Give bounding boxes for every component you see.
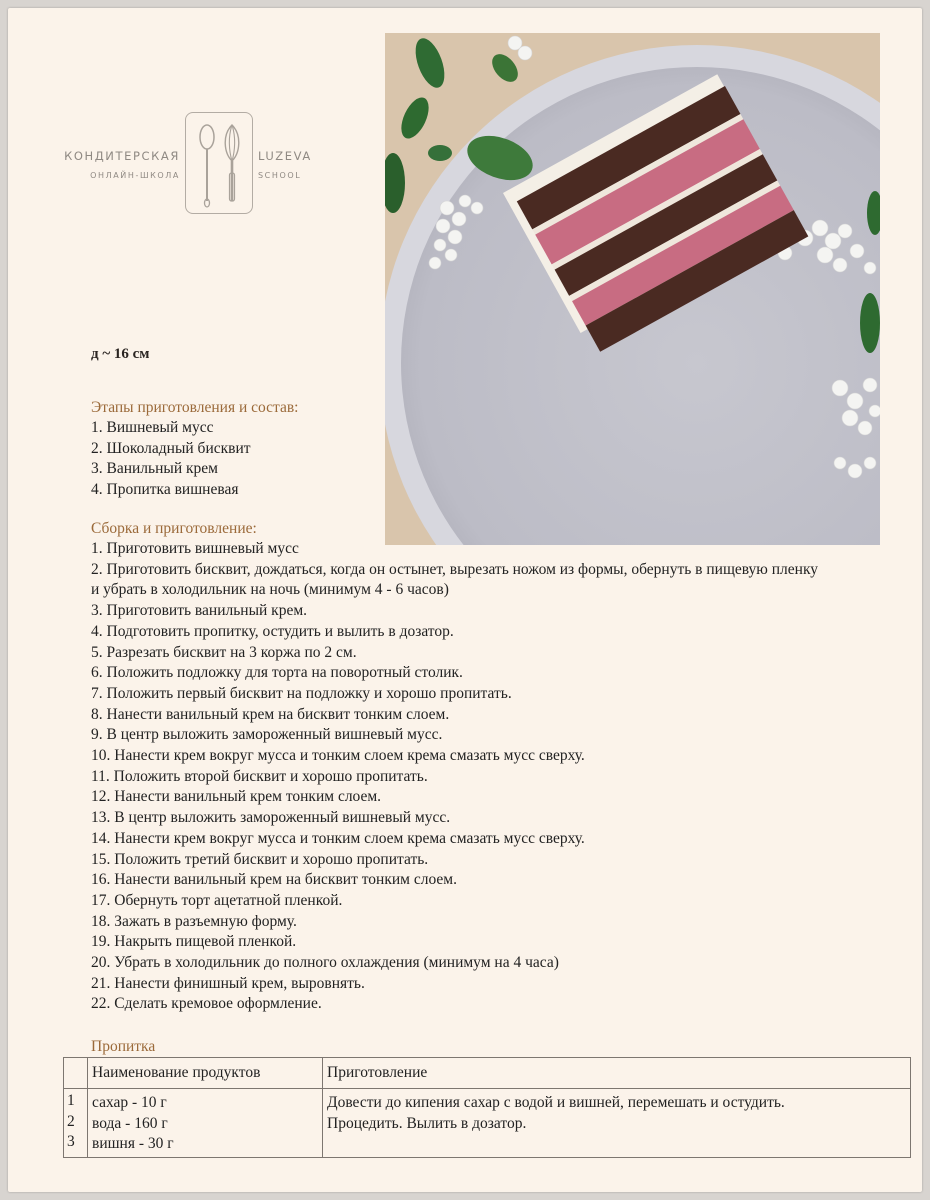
- row-number: 1: [67, 1092, 75, 1109]
- assembly-step: 16. Нанести ванильный крем на бисквит тонким слоем.: [91, 871, 457, 889]
- header-num: [64, 1058, 88, 1089]
- assembly-step: 6. Положить подложку для торта на поворотный столик.: [91, 664, 463, 682]
- assembly-step: 9. В центр выложить замороженный вишневый мусс.: [91, 726, 443, 744]
- assembly-title: Сборка и приготовление:: [91, 520, 257, 537]
- assembly-step: 4. Подготовить пропитку, остудить и вылить в дозатор.: [91, 622, 454, 640]
- table-row: [64, 1089, 911, 1158]
- row-number: 2: [67, 1112, 75, 1130]
- header-method: Приготовление: [323, 1058, 911, 1089]
- logo-left-top: КОНДИТЕРСКАЯ: [64, 149, 180, 163]
- header-products: Наименование продуктов: [88, 1058, 323, 1089]
- stage-item: 1. Вишневый мусс: [91, 419, 214, 436]
- product-item: сахар - 10 г: [92, 1094, 167, 1111]
- assembly-step: 21. Нанести финишный крем, выровнять.: [91, 974, 365, 992]
- method-line: Процедить. Вылить в дозатор.: [327, 1114, 527, 1132]
- assembly-step: 1. Приготовить вишневый мусс: [91, 540, 299, 557]
- product-item: вода - 160 г: [92, 1114, 168, 1132]
- cake-diameter: д ~ 16 см: [91, 346, 150, 362]
- assembly-step: 3. Приготовить ванильный крем.: [91, 602, 308, 620]
- logo-emblem: [185, 112, 253, 214]
- assembly-step: 19. Накрыть пищевой пленкой.: [91, 933, 297, 951]
- assembly-step: 15. Положить третий бисквит и хорошо пропитать.: [91, 850, 429, 868]
- assembly-step: 18. Зажать в разъемную форму.: [91, 912, 297, 930]
- products-cell: [88, 1089, 323, 1158]
- stage-item: 3. Ванильный крем: [91, 460, 218, 478]
- logo-right-top: LUZEVA: [258, 149, 312, 163]
- assembly-step: 14. Нанести крем вокруг мусса и тонким слоем крема смазать мусс сверху.: [91, 829, 585, 847]
- assembly-step: 10. Нанести крем вокруг мусса и тонким слоем крема смазать мусс сверху.: [91, 747, 585, 765]
- spoon-whisk-icon: [186, 113, 254, 215]
- soak-table: [63, 1057, 911, 1158]
- cake-photo: [385, 33, 880, 545]
- number-cell: [64, 1089, 88, 1158]
- soak-title: Пропитка: [91, 1038, 156, 1055]
- row-number: 3: [67, 1133, 75, 1150]
- recipe-page: [8, 8, 922, 1192]
- logo-right-bottom: SCHOOL: [258, 171, 302, 180]
- table-header-row: [64, 1058, 911, 1089]
- assembly-step: 20. Убрать в холодильник до полного охлаждения (минимум на 4 часа): [91, 954, 559, 972]
- stages-section: [91, 398, 299, 501]
- assembly-step: 7. Положить первый бисквит на подложку и хорошо пропитать.: [91, 684, 512, 702]
- assembly-step: 22. Сделать кремовое оформление.: [91, 995, 322, 1013]
- assembly-step: 11. Положить второй бисквит и хорошо пропитать.: [91, 767, 428, 785]
- assembly-step: 12. Нанести ванильный крем тонким слоем.: [91, 788, 382, 806]
- assembly-step: 13. В центр выложить замороженный вишневый мусс.: [91, 809, 451, 827]
- product-item: вишня - 30 г: [92, 1135, 174, 1152]
- assembly-step: 17. Обернуть торт ацетатной пленкой.: [91, 891, 343, 909]
- logo-left-text: [60, 149, 180, 180]
- stage-item: 4. Пропитка вишневая: [91, 481, 239, 499]
- logo-left-bottom: ОНЛАЙН-ШКОЛА: [90, 171, 180, 180]
- method-cell: [323, 1089, 911, 1158]
- assembly-step: 8. Нанести ванильный крем на бисквит тонким слоем.: [91, 705, 450, 723]
- assembly-section: [91, 519, 821, 1015]
- school-logo: [60, 112, 330, 216]
- assembly-step: 2. Приготовить бисквит, дождаться, когда он остынет, вырезать ножом из формы, обернуть в пищевую пленку и убрать в холодильник на ночь (минимум 4 - 6 часов): [91, 560, 819, 599]
- method-line: Довести до кипения сахар с водой и вишней, перемешать и остудить.: [327, 1094, 785, 1111]
- logo-right-text: [258, 149, 338, 180]
- assembly-step: 5. Разрезать бисквит на 3 коржа по 2 см.: [91, 643, 357, 661]
- stage-item: 2. Шоколадный бисквит: [91, 439, 251, 457]
- stages-title: Этапы приготовления и состав:: [91, 399, 299, 416]
